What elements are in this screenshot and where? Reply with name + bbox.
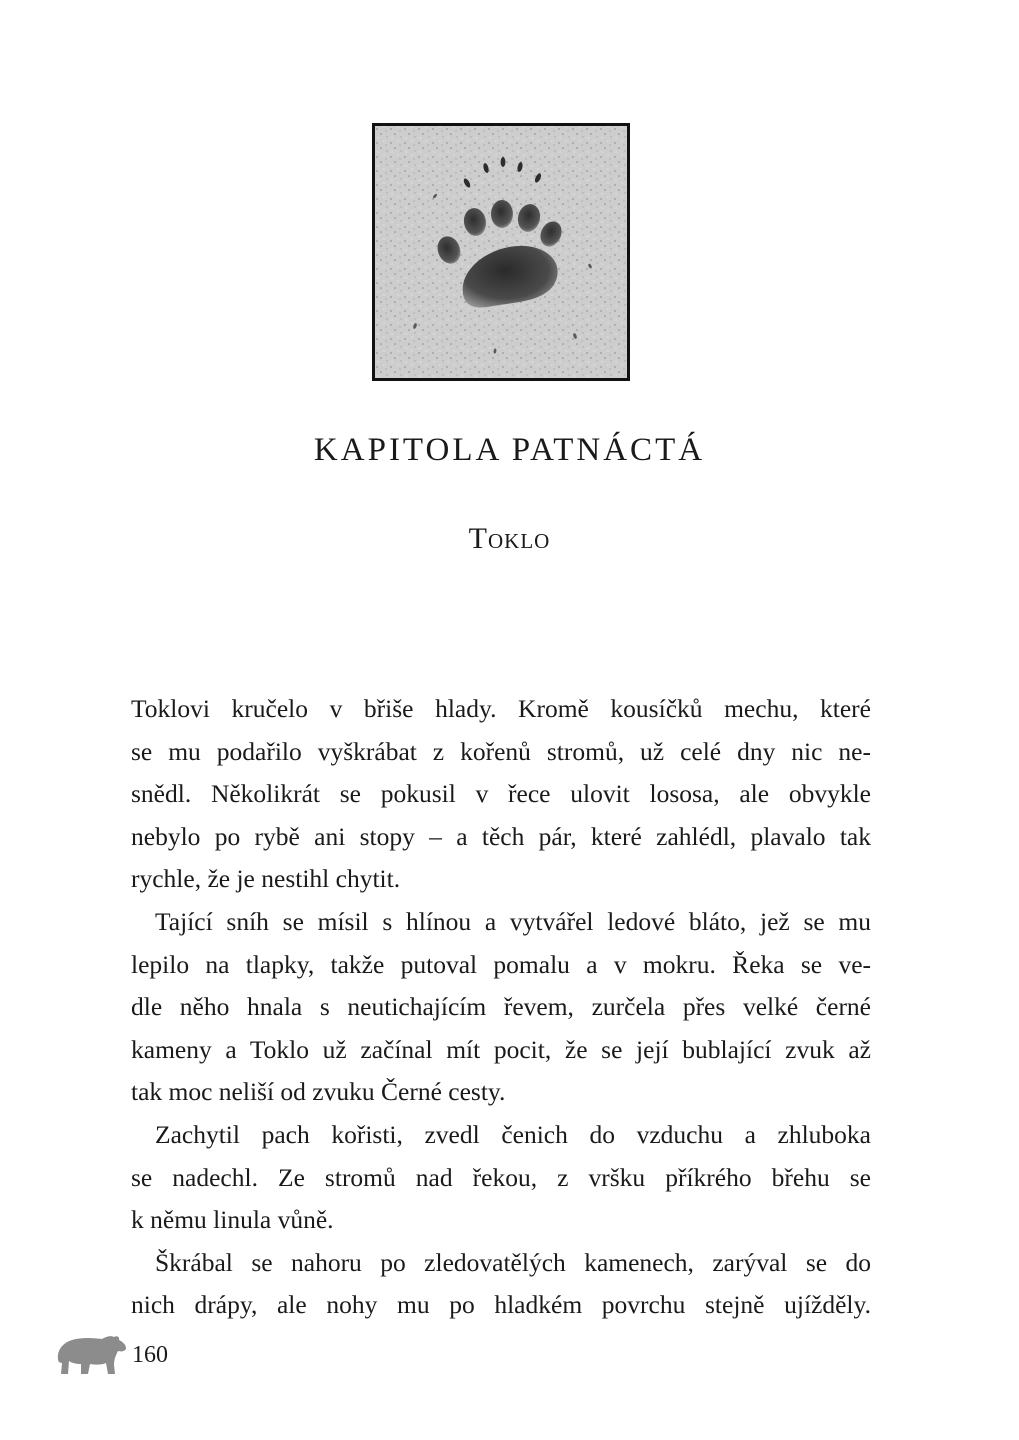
text-line: k němu linula vůně. <box>131 1205 334 1235</box>
text-line: dle něho hnala s neutichajícím řevem, zurčela přes velké černé <box>131 992 871 1022</box>
body-text <box>131 688 871 1327</box>
chapter-subtitle: Toklo <box>468 522 551 555</box>
paw-print-illustration <box>372 123 630 381</box>
bear-paw-print-in-snow-icon <box>375 126 627 378</box>
paragraph-4 <box>131 1242 871 1327</box>
text-line: kameny a Toklo už začínal mít pocit, že se její bublající zvuk až <box>131 1034 871 1064</box>
text-line: snědl. Několikrát se pokusil v řece ulovit lososa, ale obvykle <box>131 779 871 809</box>
paragraph-2 <box>131 901 871 1114</box>
paragraph-1 <box>131 688 871 901</box>
text-line: tak moc neliší od zvuku Černé cesty. <box>131 1077 506 1107</box>
text-line: Toklovi kručelo v břiše hlady. Kromě kousíčků mechu, které <box>131 694 871 723</box>
page-number: 160 <box>132 1341 168 1368</box>
text-line: Škrábal se nahoru po zledovatělých kamenech, zarýval se do <box>155 1247 871 1277</box>
text-line: nich drápy, ale nohy mu po hladkém povrchu stejně ujížděly. <box>131 1290 871 1320</box>
text-line: se nadechl. Ze stromů nad řekou, z vršku příkrého břehu se <box>131 1162 871 1192</box>
chapter-title: KAPITOLA PATNÁCTÁ <box>313 432 706 468</box>
text-line: Zachytil pach kořisti, zvedl čenich do vzduchu a zhluboka <box>155 1119 871 1149</box>
text-line: nebylo po rybě ani stopy – a těch pár, které zahlédl, plavalo tak <box>131 821 871 851</box>
text-line: se mu podařilo vyškrábat z kořenů stromů, už celé dny nic ne- <box>131 736 871 766</box>
text-line: lepilo na tlapky, takže putoval pomalu a v mokru. Řeka se ve- <box>131 949 871 979</box>
page-footer <box>54 1329 168 1377</box>
bear-silhouette-icon <box>54 1329 128 1377</box>
paragraph-3 <box>131 1114 871 1242</box>
text-line: Tající sníh se mísil s hlínou a vytvářel ledové bláto, jež se mu <box>155 906 871 936</box>
text-line: rychle, že je nestihl chytit. <box>131 864 401 894</box>
